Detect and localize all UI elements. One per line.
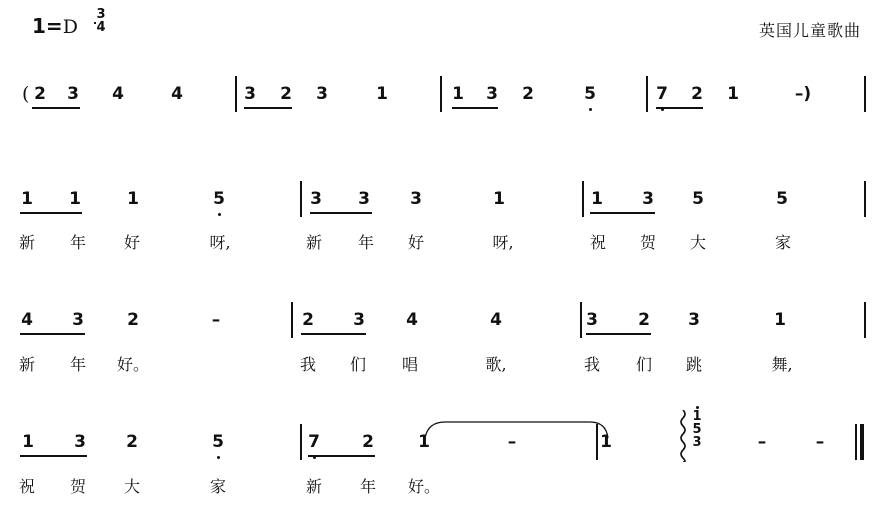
lyric-syllable: 家	[209, 477, 227, 496]
barline	[300, 424, 302, 460]
jianpu-note: 3	[353, 310, 365, 330]
jianpu-note: 2	[126, 432, 138, 452]
composer-credit: 英国儿童歌曲	[758, 21, 861, 40]
low-octave-dot	[589, 108, 592, 111]
lyric-syllable: 跳	[685, 355, 703, 374]
barline	[300, 181, 302, 217]
jianpu-note: 4	[112, 84, 124, 104]
jianpu-note: 1	[591, 189, 603, 209]
lyric-syllable: 我	[299, 355, 317, 374]
jianpu-note: 1	[376, 84, 388, 104]
barline	[291, 302, 293, 338]
lyric-syllable: 家	[774, 233, 792, 252]
chord-note-bottom: 3	[692, 435, 702, 450]
jianpu-note: 5	[584, 84, 596, 104]
barline	[646, 76, 648, 112]
lyric-syllable: 我	[583, 355, 601, 374]
barline	[580, 302, 582, 338]
lyric-syllable: 大	[123, 477, 141, 496]
final-chord	[692, 410, 702, 449]
chord-note-top: 1	[692, 409, 702, 424]
lyric-syllable: 祝	[18, 477, 36, 496]
lyric-syllable: 呀,	[209, 233, 231, 252]
lyric-syllable: 年	[69, 355, 87, 374]
jianpu-note: 2	[280, 84, 292, 104]
jianpu-note: 5	[776, 189, 788, 209]
chord-note-mid: 5	[692, 422, 702, 437]
barline	[440, 76, 442, 112]
lyric-syllable: 年	[357, 233, 375, 252]
jianpu-note: –	[507, 432, 517, 452]
open-parenthesis: (	[22, 83, 30, 105]
lyric-syllable: 年	[69, 233, 87, 252]
jianpu-note: 3	[316, 84, 328, 104]
lyric-syllable: 祝	[589, 233, 607, 252]
jianpu-note: 3	[688, 310, 700, 330]
eighth-beam	[308, 455, 375, 457]
jianpu-note: 1	[22, 432, 34, 452]
lyric-syllable: 唱	[401, 355, 419, 374]
jianpu-note: 2	[302, 310, 314, 330]
barline	[235, 76, 237, 112]
jianpu-note: 3	[642, 189, 654, 209]
lyric-syllable: 新	[305, 477, 323, 496]
jianpu-note: 1	[774, 310, 786, 330]
barline	[582, 181, 584, 217]
jianpu-note: 7	[656, 84, 668, 104]
jianpu-note: 1	[21, 189, 33, 209]
jianpu-note: 2	[362, 432, 374, 452]
jianpu-note: 3	[358, 189, 370, 209]
jianpu-note: –	[757, 432, 767, 452]
jianpu-note: 1	[452, 84, 464, 104]
lyric-syllable: 好。	[116, 355, 150, 374]
lyric-syllable: 贺	[69, 477, 87, 496]
jianpu-note: 3	[410, 189, 422, 209]
lyric-syllable: 新	[18, 233, 36, 252]
jianpu-note: 2	[522, 84, 534, 104]
jianpu-note: 5	[212, 432, 224, 452]
lyric-syllable: 好。	[407, 477, 441, 496]
jianpu-note: –	[211, 310, 221, 330]
lyric-syllable: 们	[635, 355, 653, 374]
eighth-beam	[20, 333, 85, 335]
jianpu-note: 7	[308, 432, 320, 452]
jianpu-note: 3	[486, 84, 498, 104]
lyric-syllable: 贺	[639, 233, 657, 252]
eighth-beam	[32, 107, 80, 109]
lyric-syllable: 年	[359, 477, 377, 496]
jianpu-note: 1	[418, 432, 430, 452]
jianpu-note: 2	[691, 84, 703, 104]
jianpu-note: 3	[586, 310, 598, 330]
tie-slur	[425, 422, 608, 438]
final-barline-thin	[855, 424, 857, 460]
jianpu-note: 3	[72, 310, 84, 330]
eighth-beam	[590, 212, 655, 214]
jianpu-note: 4	[171, 84, 183, 104]
jianpu-note: 1	[600, 432, 612, 452]
lyric-syllable: 好	[123, 233, 141, 252]
jianpu-note: 1	[127, 189, 139, 209]
eighth-beam	[586, 333, 651, 335]
jianpu-note: 2	[127, 310, 139, 330]
jianpu-note: 4	[490, 310, 502, 330]
jianpu-note: 5	[213, 189, 225, 209]
jianpu-note: 4	[21, 310, 33, 330]
low-octave-dot	[217, 456, 220, 459]
eighth-beam	[310, 212, 372, 214]
final-barline-thick	[860, 424, 864, 460]
barline	[864, 302, 866, 338]
jianpu-note: 3	[310, 189, 322, 209]
lyric-syllable: 大	[689, 233, 707, 252]
meter-bottom: 4	[96, 20, 106, 35]
jianpu-note: 3	[74, 432, 86, 452]
jianpu-note: 2	[638, 310, 650, 330]
lyric-syllable: 新	[305, 233, 323, 252]
key-tonic: D	[62, 16, 78, 38]
key-prefix: 1=	[32, 14, 63, 38]
lyric-syllable: 呀,	[492, 233, 514, 252]
eighth-beam	[452, 107, 498, 109]
jianpu-note: 3	[244, 84, 256, 104]
lyric-syllable: 歌,	[485, 355, 507, 374]
jianpu-note: 1	[727, 84, 739, 104]
eighth-beam	[656, 107, 703, 109]
arpeggio-icon	[678, 410, 688, 462]
low-octave-dot	[218, 213, 221, 216]
eighth-beam	[244, 107, 292, 109]
jianpu-note: –	[815, 432, 825, 452]
barline	[864, 181, 866, 217]
jianpu-note: 1	[69, 189, 81, 209]
lyric-syllable: 好	[407, 233, 425, 252]
jianpu-note: 3	[67, 84, 79, 104]
jianpu-note: 4	[406, 310, 418, 330]
high-dot	[696, 406, 699, 409]
eighth-beam	[20, 212, 82, 214]
jianpu-note: 1	[493, 189, 505, 209]
lyric-syllable: 舞,	[771, 355, 793, 374]
lyric-syllable: 新	[18, 355, 36, 374]
barline	[864, 76, 866, 112]
meter-top: 3	[96, 7, 106, 22]
barline	[596, 424, 598, 460]
jianpu-note: –)	[794, 84, 812, 104]
jianpu-note: 5	[692, 189, 704, 209]
jianpu-note: 2	[34, 84, 46, 104]
eighth-beam	[20, 455, 87, 457]
lyric-syllable: 们	[349, 355, 367, 374]
eighth-beam	[301, 333, 366, 335]
